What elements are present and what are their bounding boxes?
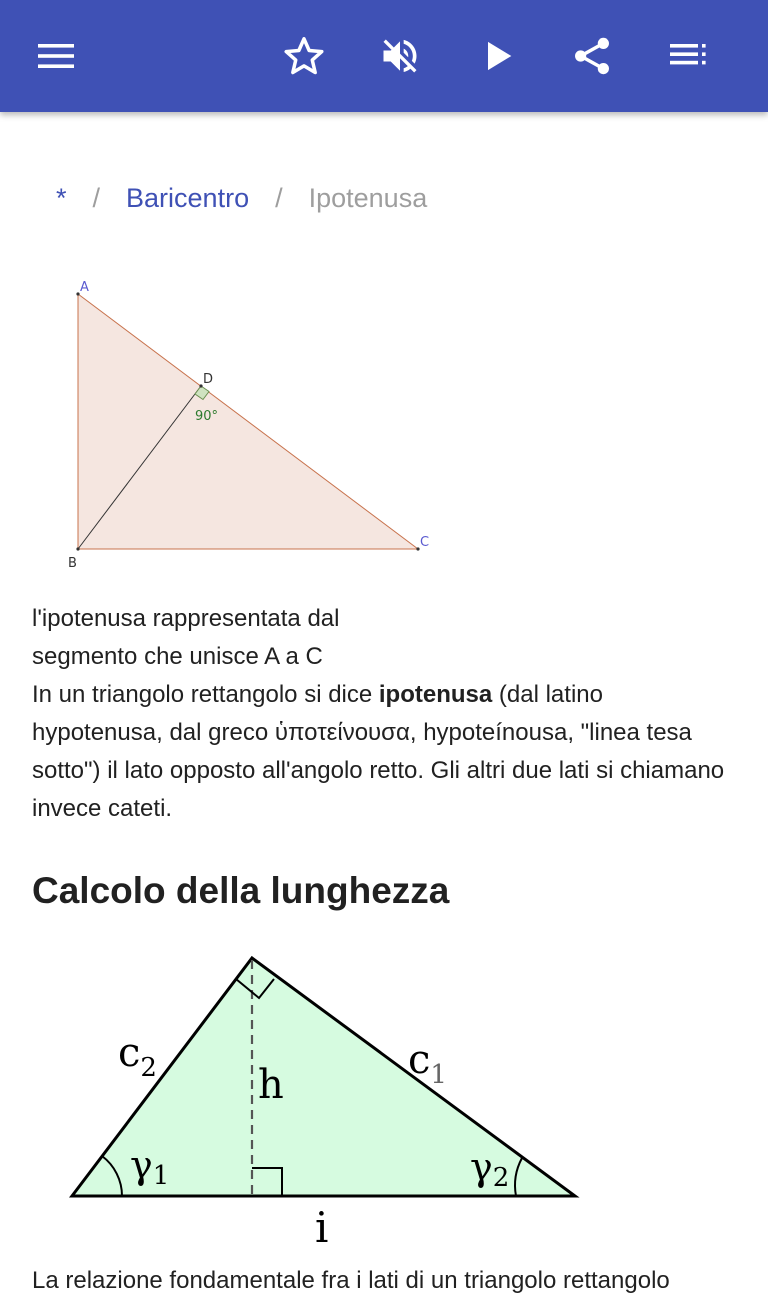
- breadcrumb-parent-link[interactable]: Baricentro: [126, 183, 250, 213]
- hypotenuse-figure: [60, 272, 440, 572]
- app-bar: [0, 0, 768, 112]
- mute-button[interactable]: [368, 24, 432, 88]
- next-paragraph: La relazione fondamentale fra i lati di un triangolo rettangolo: [32, 1267, 670, 1294]
- intro-text: In un triangolo rettangolo si dice: [32, 681, 379, 708]
- contents-button[interactable]: [656, 24, 720, 88]
- label-c: C: [420, 535, 430, 550]
- triangle-abc: [78, 294, 418, 549]
- caption-line: l'ipotenusa rappresentata dal: [32, 605, 340, 632]
- play-icon: [478, 36, 518, 76]
- share-button[interactable]: [560, 24, 624, 88]
- breadcrumb-separator: /: [92, 183, 101, 213]
- breadcrumb-separator: /: [275, 183, 283, 213]
- star-outline-icon: [282, 34, 326, 78]
- label-base: i: [315, 1203, 329, 1248]
- label-d: D: [203, 372, 214, 387]
- breadcrumb-current: Ipotenusa: [308, 183, 428, 213]
- point-b: [76, 547, 79, 550]
- breadcrumb-home-link[interactable]: *: [56, 183, 67, 213]
- favorite-button[interactable]: [272, 24, 336, 88]
- angle-label: 90°: [195, 409, 219, 424]
- label-b: B: [68, 556, 77, 571]
- label-c1: $c_1$: [408, 1037, 447, 1090]
- intro-paragraph: [32, 676, 738, 828]
- label-a: A: [80, 280, 89, 295]
- intro-term: ipotenusa: [378, 681, 493, 708]
- label-gamma2: γ2: [470, 1145, 510, 1193]
- figure-caption: [32, 600, 738, 676]
- share-icon: [571, 35, 613, 77]
- label-gamma1: γ1: [130, 1143, 170, 1191]
- caption-line: segmento che unisce A a C: [32, 643, 323, 670]
- play-button[interactable]: [466, 24, 530, 88]
- menu-button[interactable]: [24, 24, 88, 88]
- label-h: h: [258, 1062, 284, 1108]
- list-icon: [668, 42, 708, 70]
- menu-icon: [36, 41, 76, 71]
- section-heading: Calcolo della lunghezza: [32, 870, 450, 911]
- volume-off-icon: [378, 34, 422, 78]
- length-calculation-figure: [60, 948, 590, 1248]
- label-c2: $c_2$: [118, 1030, 157, 1083]
- breadcrumb: [56, 178, 427, 218]
- intro-text: (dal latino hypotenusa, dal greco ὑποτείνουσα, hypoteínousa, "linea tesa sotto") il lato opposto all'angolo retto. Gli altri due lati si chiamano invece cateti.: [32, 681, 725, 822]
